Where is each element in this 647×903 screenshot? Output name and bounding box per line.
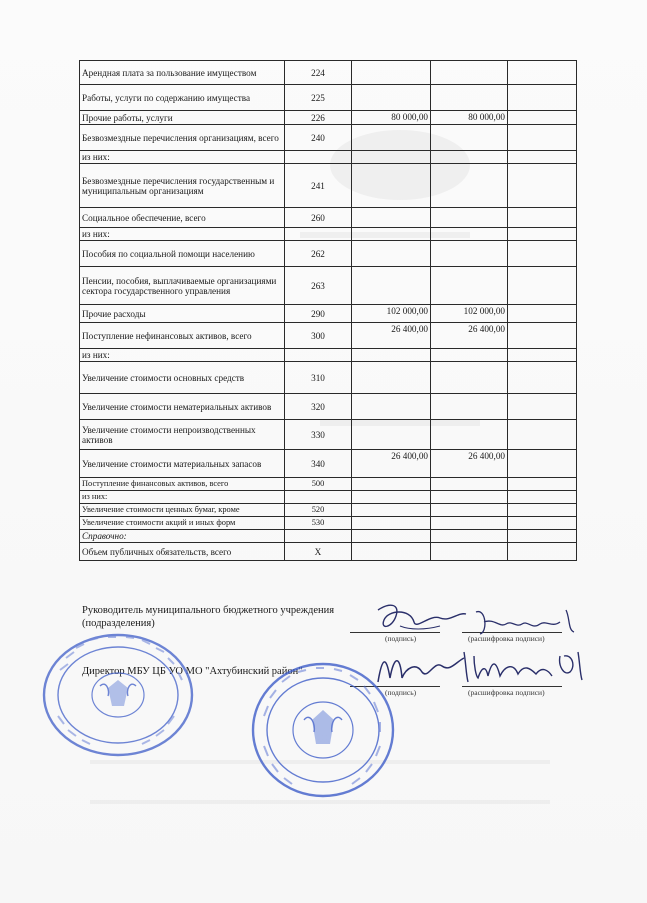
row-value: [431, 61, 508, 85]
row-code: 241: [285, 164, 352, 208]
row-name: Безвозмездные перечисления государственным и муниципальным организациям: [80, 164, 285, 208]
row-value: [431, 125, 508, 151]
bleed-through: [90, 800, 550, 804]
row-value: [508, 228, 577, 241]
table-row: [80, 228, 577, 241]
round-seal-left: [38, 630, 198, 760]
row-value: [352, 491, 431, 504]
row-value: [508, 305, 577, 323]
row-value: [508, 267, 577, 305]
row-code: [285, 228, 352, 241]
row-name: Объем публичных обязательств, всего: [80, 543, 285, 561]
head-title: Руководитель муниципального бюджетного учреждения (подразделения): [82, 605, 335, 629]
row-code: [285, 349, 352, 362]
table-row: [80, 504, 577, 517]
row-value: [431, 543, 508, 561]
row-name: Увеличение стоимости материальных запасов: [80, 450, 285, 478]
row-value: [508, 208, 577, 228]
table-row: [80, 208, 577, 228]
row-value: 26 400,00: [431, 323, 508, 349]
table-row: [80, 164, 577, 208]
row-value: [352, 85, 431, 111]
row-value: [508, 478, 577, 491]
row-value: [352, 228, 431, 241]
reference-row: [80, 530, 577, 543]
row-code: 225: [285, 85, 352, 111]
table-row: [80, 394, 577, 420]
decoding-line: [462, 686, 562, 687]
row-name: Увеличение стоимости акций и иных форм: [80, 517, 285, 530]
row-name: Увеличение стоимости нематериальных активов: [80, 394, 285, 420]
row-value: [431, 420, 508, 450]
row-value: [508, 394, 577, 420]
row-value: [431, 228, 508, 241]
table-row: [80, 323, 577, 349]
row-value: [352, 125, 431, 151]
row-value: [508, 420, 577, 450]
row-value: [431, 394, 508, 420]
caption-decoding: (расшифровка подписи): [468, 688, 545, 697]
row-value: [352, 420, 431, 450]
row-value: [431, 517, 508, 530]
row-code: 224: [285, 61, 352, 85]
row-code: 320: [285, 394, 352, 420]
row-name: Справочно:: [80, 530, 285, 543]
row-name: Безвозмездные перечисления организациям, всего: [80, 125, 285, 151]
caption-signature: (подпись): [385, 634, 417, 643]
row-value: [352, 517, 431, 530]
row-value: [508, 323, 577, 349]
table-row: [80, 267, 577, 305]
row-value: [431, 362, 508, 394]
table-row: [80, 478, 577, 491]
row-code: 330: [285, 420, 352, 450]
row-value: [431, 267, 508, 305]
row-value: [431, 151, 508, 164]
row-value: [508, 543, 577, 561]
row-value: [508, 61, 577, 85]
row-value: [508, 349, 577, 362]
row-value: [352, 164, 431, 208]
caption-decoding: (расшифровка подписи): [468, 634, 545, 643]
row-value: [508, 362, 577, 394]
row-value: [431, 241, 508, 267]
table-row: [80, 151, 577, 164]
row-value: 80 000,00: [352, 111, 431, 125]
row-value: [431, 504, 508, 517]
row-value: [352, 61, 431, 85]
row-value: [508, 125, 577, 151]
row-value: 26 400,00: [352, 323, 431, 349]
row-code: [285, 530, 352, 543]
row-name: Работы, услуги по содержанию имущества: [80, 85, 285, 111]
row-code: 500: [285, 478, 352, 491]
row-name: Пенсии, пособия, выплачиваемые организациями сектора государственного управления: [80, 267, 285, 305]
row-value: [352, 543, 431, 561]
row-value: [508, 504, 577, 517]
row-value: [508, 491, 577, 504]
row-value: 80 000,00: [431, 111, 508, 125]
row-value: [352, 504, 431, 517]
row-code: 226: [285, 111, 352, 125]
row-name: Увеличение стоимости основных средств: [80, 362, 285, 394]
row-value: [508, 241, 577, 267]
row-name: Поступление финансовых активов, всего: [80, 478, 285, 491]
row-name: Увеличение стоимости ценных бумаг, кроме: [80, 504, 285, 517]
row-name: Увеличение стоимости непроизводственных активов: [80, 420, 285, 450]
public-obligations-row: [80, 543, 577, 561]
row-value: [508, 151, 577, 164]
row-value: [431, 208, 508, 228]
row-code: 240: [285, 125, 352, 151]
handwritten-signature-1-decoding: [470, 604, 580, 638]
row-code: 260: [285, 208, 352, 228]
row-code: 262: [285, 241, 352, 267]
table-row: [80, 517, 577, 530]
caption-signature: (подпись): [385, 688, 417, 697]
row-name: из них:: [80, 228, 285, 241]
table-row: [80, 349, 577, 362]
table-row: [80, 61, 577, 85]
handwritten-signature-2-decoding: [460, 646, 590, 686]
row-value: [508, 517, 577, 530]
row-value: [431, 491, 508, 504]
row-value: [431, 164, 508, 208]
row-value: 102 000,00: [431, 305, 508, 323]
row-value: 26 400,00: [352, 450, 431, 478]
row-code: 530: [285, 517, 352, 530]
row-code: X: [285, 543, 352, 561]
row-value: [508, 530, 577, 543]
row-value: [431, 85, 508, 111]
table-row: [80, 362, 577, 394]
row-name: Прочие расходы: [80, 305, 285, 323]
round-seal-center: [248, 660, 398, 800]
table-row: [80, 420, 577, 450]
row-value: [352, 267, 431, 305]
row-value: 102 000,00: [352, 305, 431, 323]
table-row: [80, 305, 577, 323]
row-code: [285, 151, 352, 164]
row-code: 520: [285, 504, 352, 517]
director-title: Директор МБУ ЦБ УО МО "Ахтубинский район": [82, 666, 303, 677]
row-value: [352, 478, 431, 491]
row-name: Пособия по социальной помощи населению: [80, 241, 285, 267]
row-name: Арендная плата за пользование имуществом: [80, 61, 285, 85]
row-value: [352, 349, 431, 362]
row-code: 290: [285, 305, 352, 323]
row-value: [431, 530, 508, 543]
row-value: [508, 85, 577, 111]
row-value: [352, 208, 431, 228]
row-value: [352, 151, 431, 164]
row-code: 310: [285, 362, 352, 394]
row-value: [431, 349, 508, 362]
table-row: [80, 85, 577, 111]
table-row: [80, 491, 577, 504]
row-value: [352, 394, 431, 420]
row-code: 263: [285, 267, 352, 305]
row-value: [431, 478, 508, 491]
table-row: [80, 125, 577, 151]
row-code: 300: [285, 323, 352, 349]
table-row: [80, 241, 577, 267]
row-value: [352, 241, 431, 267]
table-row: [80, 450, 577, 478]
table-row: [80, 111, 577, 125]
row-name: Социальное обеспечение, всего: [80, 208, 285, 228]
row-name: Прочие работы, услуги: [80, 111, 285, 125]
row-value: [508, 164, 577, 208]
row-value: [352, 362, 431, 394]
handwritten-signature-1: [370, 600, 470, 636]
row-value: [508, 450, 577, 478]
row-name: Поступление нефинансовых активов, всего: [80, 323, 285, 349]
row-value: [508, 111, 577, 125]
budget-table: [79, 60, 577, 561]
row-name: из них:: [80, 349, 285, 362]
row-name: из них:: [80, 491, 285, 504]
row-name: из них:: [80, 151, 285, 164]
row-code: 340: [285, 450, 352, 478]
row-value: 26 400,00: [431, 450, 508, 478]
row-code: [285, 491, 352, 504]
row-value: [352, 530, 431, 543]
